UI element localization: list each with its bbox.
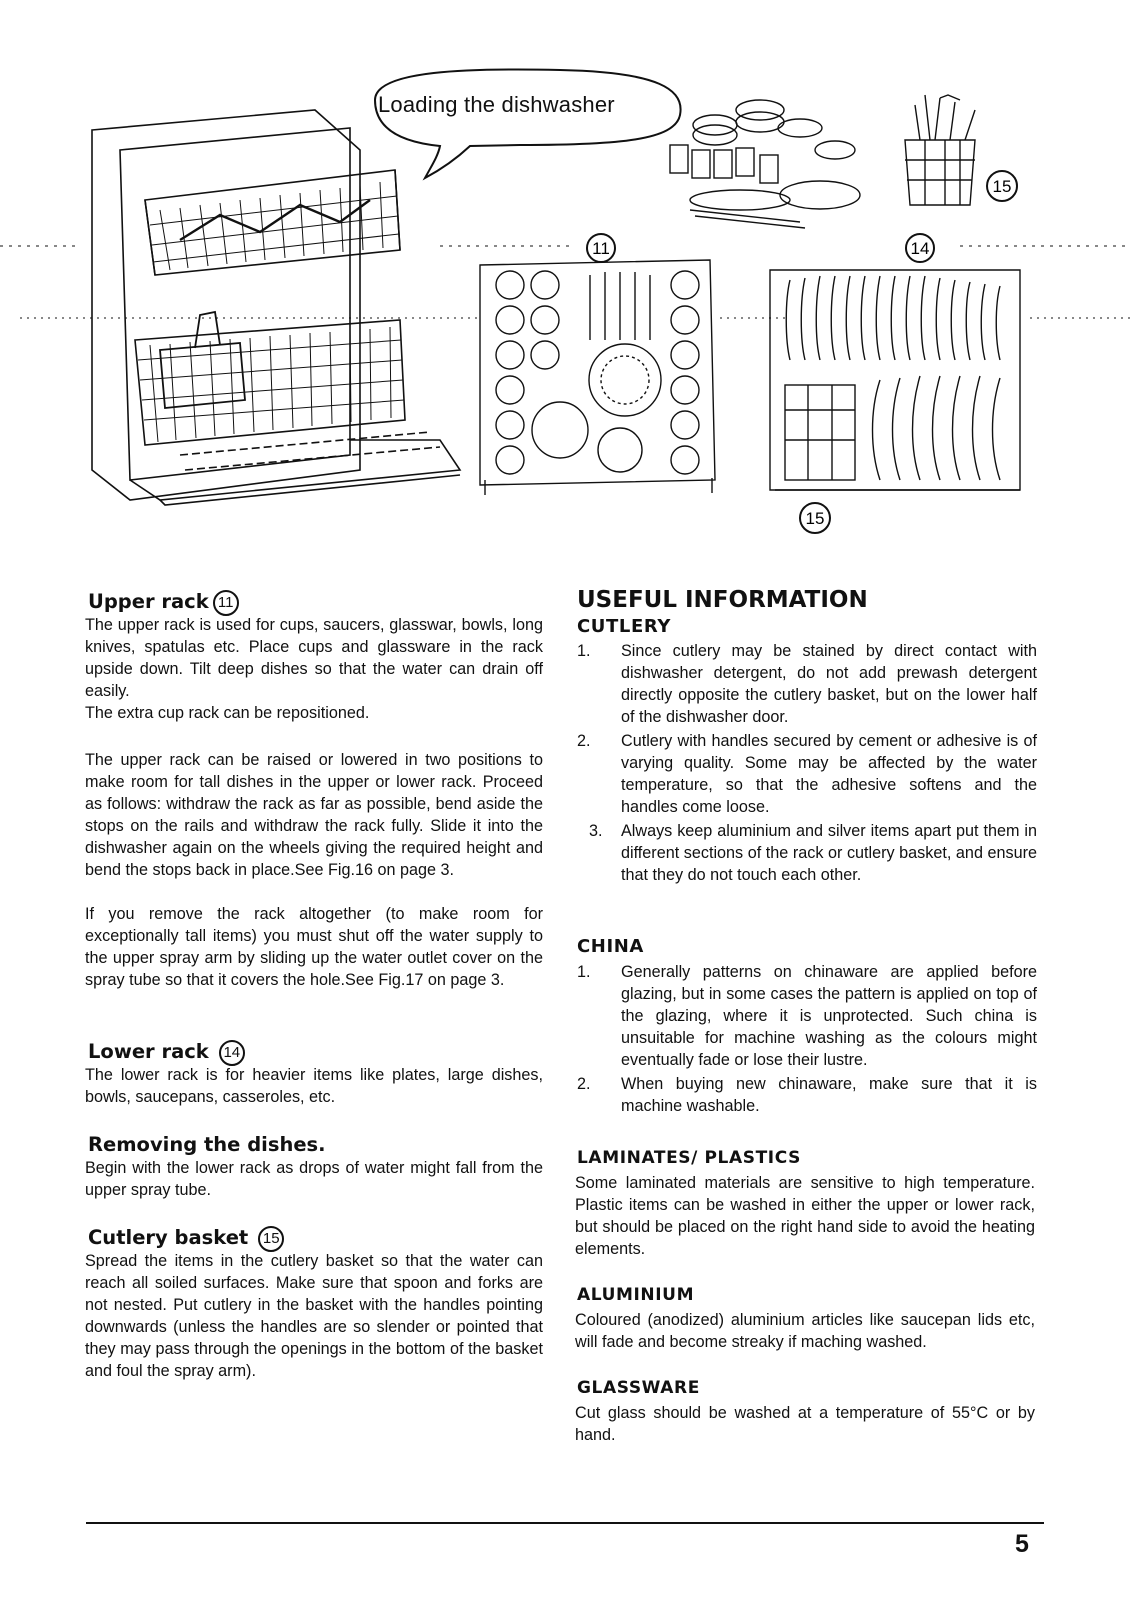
lower-rack-heading [88, 1040, 245, 1066]
item-number: 1. [577, 642, 591, 660]
item-number: 2. [577, 732, 591, 750]
useful-information-title: USEFUL INFORMATION [577, 587, 868, 613]
footer-rule [86, 1522, 1044, 1524]
upper-rack-title: Upper rack [88, 590, 209, 613]
cutlery-item-2 [577, 730, 1037, 818]
callout-11 [587, 234, 615, 262]
china-item-2 [577, 1073, 1037, 1117]
lower-rack-title: Lower rack [88, 1040, 209, 1063]
removing-title: Removing the dishes. [88, 1133, 326, 1156]
svg-text:14: 14 [910, 239, 930, 258]
upper-rack-loaded-drawing [480, 260, 715, 495]
china-item-1 [577, 961, 1037, 1071]
item-text: When buying new chinaware, make sure that it is machine washable. [621, 1075, 1037, 1115]
cutlery-basket-heading [88, 1226, 284, 1252]
loading-illustration [0, 0, 1131, 560]
item-text: Since cutlery may be stained by direct contact with dishwasher detergent, do not add prewash detergent directly opposite the cutlery basket, but on the lower half of the dishwasher door. [621, 642, 1037, 726]
aluminium-text: Coloured (anodized) aluminium articles like saucepan lids etc, will fade and become streaky if maching washed. [575, 1311, 1035, 1351]
cutlery-basket-drawing [905, 95, 975, 205]
bubble-label: Loading the dishwasher [378, 92, 615, 117]
upper-rack-p4: If you remove the rack altogether (to make room for exceptionally tall items) you must shut off the water supply to the upper spray arm by sliding up the water outlet cover on the spray tube so that it covers the hole.See Fig.17 on page 3. [85, 905, 543, 989]
item-text: Cutlery with handles secured by cement or adhesive is of varying quality. Some may be affected by the water temperature, so that the adhesive softens and the handles come loose. [621, 732, 1037, 816]
callout-14 [906, 234, 934, 262]
cutlery-title: CUTLERY [577, 616, 671, 637]
china-title: CHINA [577, 936, 644, 957]
item-number: 3. [589, 822, 603, 840]
upper-rack-heading [88, 590, 239, 616]
upper-rack-p1: The upper rack is used for cups, saucers, glasswar, bowls, long knives, spatulas etc. Place cups and glassware in the rack upside down. Tilt deep dishes so that the water can drain off easily. [85, 616, 543, 700]
upper-rack-p2: The extra cup rack can be repositioned. [85, 704, 370, 722]
callout-15-basket [987, 171, 1017, 201]
item-number: 1. [577, 963, 591, 981]
svg-text:15: 15 [992, 177, 1012, 196]
item-text: Always keep aluminium and silver items apart put them in different sections of the rack or cutlery basket, and ensure that they do not touch each other. [621, 822, 1037, 884]
cutlery-item-3 [577, 820, 1037, 908]
dishwasher-drawing [92, 110, 460, 505]
upper-rack-p3: The upper rack can be raised or lowered in two positions to make room for tall dishes in the upper or lower rack. Proceed as follows: withdraw the rack as far as possible, bend aside the stops on the rails and withdraw the rack fully. Slide it into the dishwasher again on the wheels giving the required height and bend the stops back in place.See Fig.16 on page 3. [85, 751, 543, 879]
speech-bubble [375, 69, 681, 178]
cutlery-item-1 [577, 640, 1037, 728]
item-text: Generally patterns on chinaware are applied before glazing, but in some cases the pattern is applied on top of the glazing, where it is unprotected. Such china is unsuitable for machine washing as the colours might eventually fade or lose their lustre. [621, 963, 1037, 1069]
svg-text:11: 11 [592, 239, 610, 258]
page-number: 5 [1015, 1530, 1029, 1558]
dishes-pile-drawing [670, 100, 860, 228]
cutlery-basket-ref: 15 [258, 1226, 284, 1252]
glassware-title: GLASSWARE [577, 1378, 700, 1398]
glassware-text: Cut glass should be washed at a temperature of 55°C or by hand. [575, 1404, 1035, 1444]
lower-rack-text: The lower rack is for heavier items like plates, large dishes, bowls, saucepans, casseroles, etc. [85, 1066, 543, 1106]
upper-rack-ref: 11 [213, 590, 239, 616]
item-number: 2. [577, 1075, 591, 1093]
lower-rack-ref: 14 [219, 1040, 245, 1066]
removing-text: Begin with the lower rack as drops of water might fall from the upper spray tube. [85, 1159, 543, 1199]
cutlery-basket-title: Cutlery basket [88, 1226, 249, 1249]
cutlery-basket-text: Spread the items in the cutlery basket so that the water can reach all soiled surfaces. Make sure that spoon and forks are not nested. Put cutlery in the basket with the handles pointing downwards (unless the handles are so slender or pointed that they may pass through the openings in the bottom of the basket and foul the spray arm). [85, 1252, 543, 1380]
svg-text:15: 15 [805, 509, 825, 528]
laminates-title: LAMINATES/ PLASTICS [577, 1148, 801, 1168]
laminates-text: Some laminated materials are sensitive to high temperature. Plastic items can be washed in either the upper or lower rack, but should be placed on the right hand side to avoid the heating elements. [575, 1174, 1035, 1258]
lower-rack-loaded-drawing [770, 270, 1020, 490]
aluminium-title: ALUMINIUM [577, 1285, 695, 1305]
callout-15-lower [800, 503, 830, 533]
